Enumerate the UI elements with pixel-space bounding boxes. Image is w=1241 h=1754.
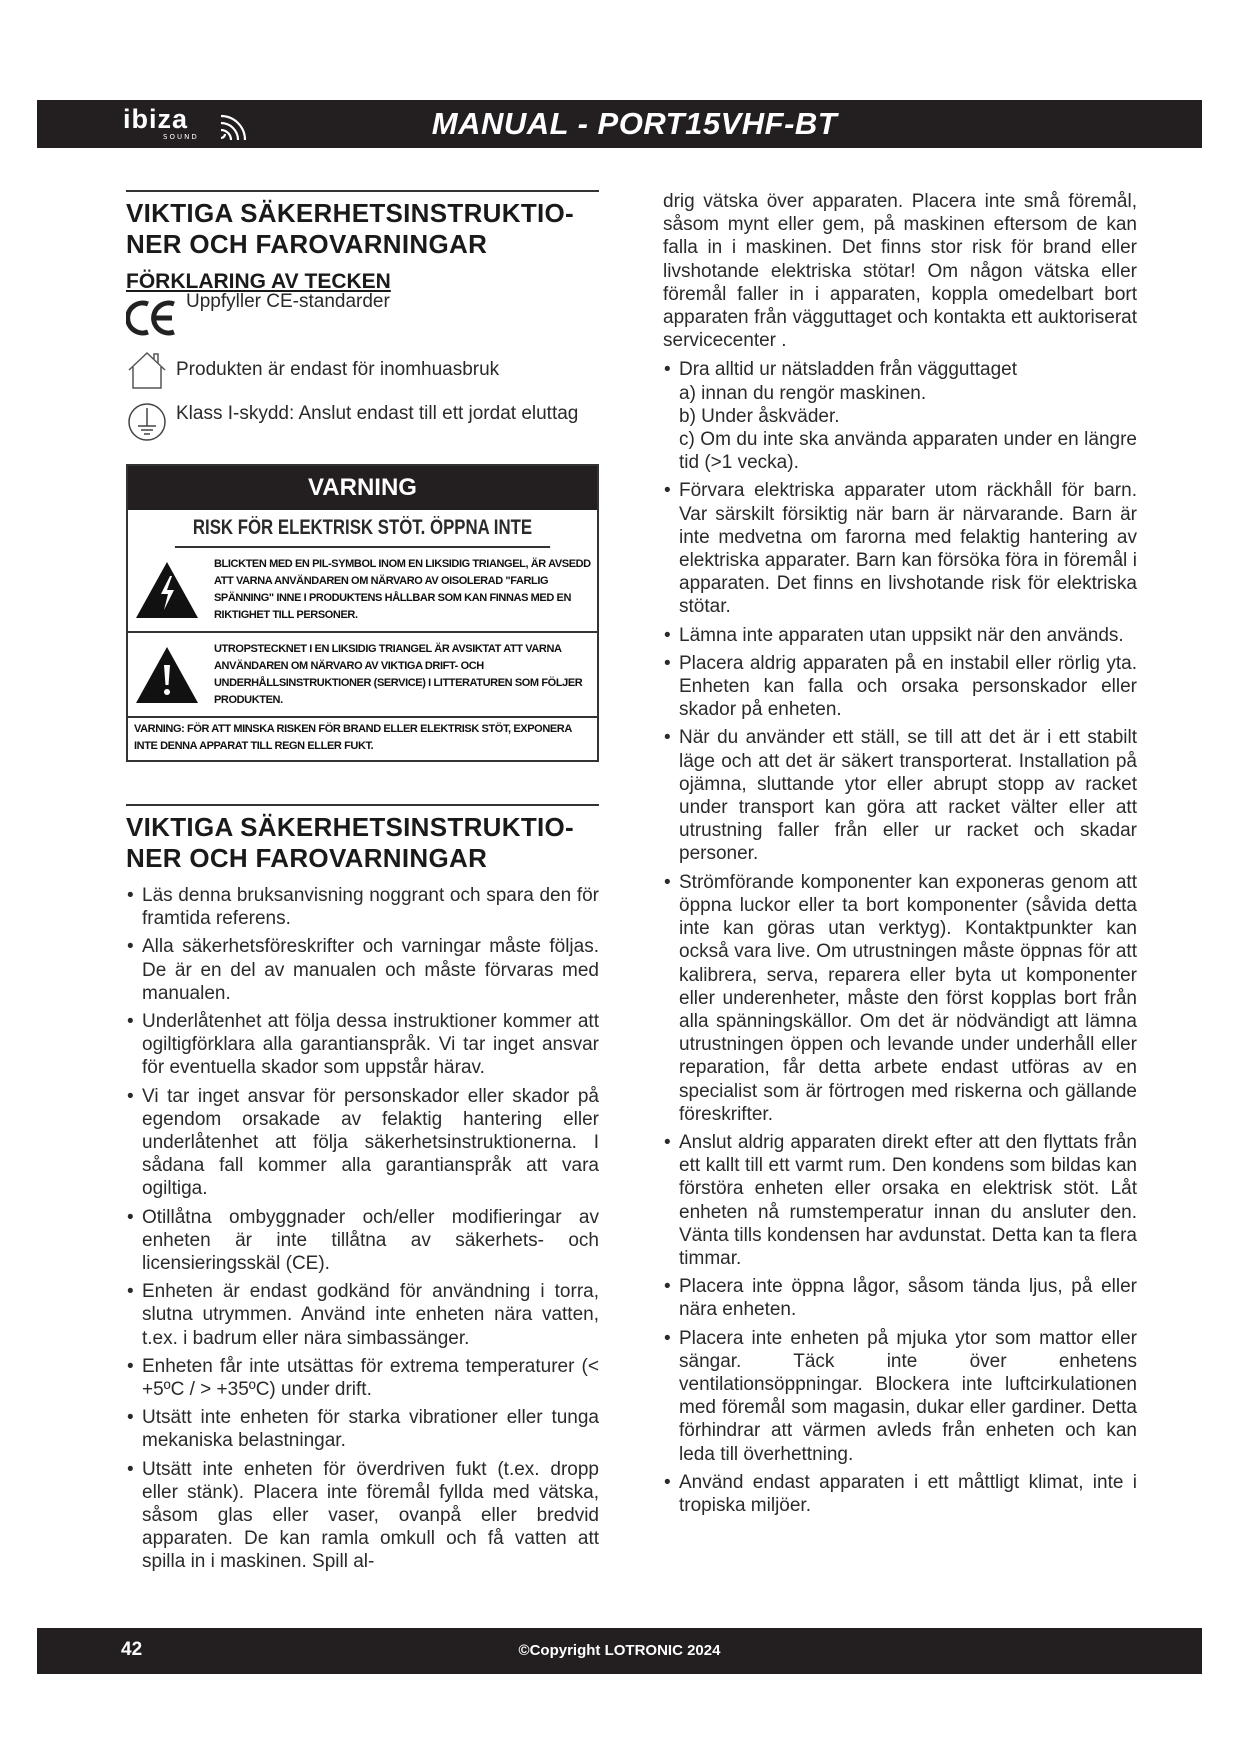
warning-title: VARNING <box>128 466 597 510</box>
section-heading: VIKTIGA SÄKERHETSINSTRUKTIO-NER OCH FAROVARNINGAR <box>126 812 575 873</box>
list-item: • Placera inte öppna lågor, såsom tända ljus, på eller nära enheten. <box>663 1275 1137 1321</box>
ce-mark-icon <box>126 296 178 338</box>
list-item: • Strömförande komponenter kan exponeras genom att öppna luckor eller ta bort komponenter (såvida detta inte kan göras utan verktyg). Kontaktpunkter kan också vara live. Om utrustningen måste öppnas för att kalibrera, serva, reparera eller byta ut komponenter eller underenheter, måste den först kopplas bort från alla spänningskällor. Om det är nödvändigt att lämna utrustningen öppen och levande under underhåll eller reparation, får detta arbete endast utföras av en specialist som är förtrogen med riskerna och gällande föreskrifter. <box>663 871 1137 1126</box>
list-subitem: a) innan du rengör maskinen. <box>679 382 927 404</box>
list-item: • Otillåtna ombyggnader och/eller modifieringar av enheten är inte tillåtna av säkerhets- och licensieringsskäl (CE). <box>126 1206 599 1276</box>
list-item <box>663 358 1137 474</box>
safety-list <box>126 884 599 1574</box>
house-icon <box>126 350 168 390</box>
page-header <box>37 100 1202 148</box>
list-item: • Enheten är endast godkänd för användning i torra, slutna utrymmen. Använd inte enheten nära vatten, t.ex. i badrum eller nära simbassänger. <box>126 1280 599 1350</box>
symbol-text: Klass I-skydd: Anslut endast till ett jordat eluttag <box>176 403 579 424</box>
safety-list <box>663 358 1137 1517</box>
symbol-text: Uppfyller CE-standarder <box>186 291 390 312</box>
brand-sub: SOUND <box>163 133 199 141</box>
right-column <box>663 190 1137 1522</box>
list-item: • Använd endast apparaten i ett måttligt klimat, inte i tropiska miljöer. <box>663 1471 1137 1517</box>
list-item: • Lämna inte apparaten utan uppsikt när den används. <box>663 624 1137 647</box>
list-item: • Placera aldrig apparaten på en instabil eller rörlig yta. Enheten kan falla och orsaka personskador eller skador på enheten. <box>663 652 1137 722</box>
list-subitem: b) Under åskväder. <box>679 405 840 427</box>
list-subitem: c) Om du inte ska använda apparaten under en längre tid (>1 vecka). <box>679 429 1137 474</box>
left-column <box>126 190 599 1579</box>
copyright: ©Copyright LOTRONIC 2024 <box>518 1642 721 1659</box>
divider <box>126 804 599 806</box>
warning-footer: VARNING: FÖR ATT MINSKA RISKEN FÖR BRAND ELLER ELEKTRISK STÖT, EXPONERA INTE DENNA APPARAT TILL REGN ELLER FUKT. <box>134 723 572 752</box>
warning-row-exclamation <box>128 633 597 718</box>
warning-row-lightning <box>128 548 597 633</box>
brand-name: ibiza <box>123 104 189 134</box>
page-footer <box>37 1628 1202 1674</box>
lightning-triangle-icon <box>134 560 200 620</box>
page-number: 42 <box>121 1639 143 1660</box>
list-item: • Placera inte enheten på mjuka ytor som mattor eller sängar. Täck inte över enhetens ventilationsöppningar. Blockera inte luftcirkulationen med föremål som magasin, dukar eller gardiner. Detta förhindrar att värmen avleds från enheten och kan leda till överhettning. <box>663 1327 1137 1466</box>
list-item: • Läs denna bruksanvisning noggrant och spara den för framtida referens. <box>126 884 599 930</box>
list-item: • Förvara elektriska apparater utom räckhåll för barn. Var särskilt försiktig när barn är närvarande. Barn är inte medvetna om farorna med felaktig hantering av elektriska apparater. Barn kan försöka föra in föremål i apparaten. Det finns en livshotande risk för elektriska stötar. <box>663 479 1137 618</box>
manual-title: MANUAL - PORT15VHF-BT <box>431 106 838 141</box>
list-item: • När du använder ett ställ, se till att det är i ett stabilt läge och att det är säkert transporterat. Installation på ojämna, sluttande ytor eller abrupt stopp av racket under transport kan göra att racket välter eller att utrustning faller från eller ur racket och skadar personer. <box>663 726 1137 865</box>
list-item: • Vi tar inget ansvar för personskador eller skador på egendom orsakade av felaktig hantering eller underlåtenhet att följa säkerhetsinstruktionerna. I sådana fall kommer alla garantianspråk att vara ogiltiga. <box>126 1085 599 1201</box>
continued-text: drig vätska över apparaten. Placera inte små föremål, såsom mynt eller gem, på maskinen eftersom de kan falla in i maskinen. Det finns stor risk för brand eller livshotande elektriska stötar! Om någon vätska eller föremål faller in i apparaten, koppla omedelbart bort apparaten från vägguttaget och kontakta ett auktoriserat servicecenter . <box>663 191 1137 352</box>
symbol-ce <box>126 291 599 338</box>
divider <box>126 190 599 192</box>
exclamation-triangle-icon <box>134 645 200 705</box>
list-item-intro: • Dra alltid ur nätsladden från vägguttaget <box>679 359 1017 381</box>
list-item: • Utsätt inte enheten för överdriven fukt (t.ex. dropp eller stänk). Placera inte föremål fyllda med vätska, såsom glas eller vaser, ovanpå eller bredvid apparaten. De kan ramla omkull och få vatten att spilla in i maskinen. Spill al- <box>126 1458 599 1574</box>
warning-text: BLICKTEN MED EN PIL-SYMBOL INOM EN LIKSIDIG TRIANGEL, ÄR AVSEDD ATT VARNA ANVÄNDAREN OM NÄRVARO AV OISOLERAD "FARLIG SPÄNNING" INNE I PRODUKTENS HÅLLBAR SOM KAN FINNAS MED EN RIKTIGHET TILL PERSONER. <box>214 557 591 621</box>
ground-icon <box>126 402 168 442</box>
list-item: • Utsätt inte enheten för starka vibrationer eller tunga mekaniska belastningar. <box>126 1406 599 1452</box>
warning-subtitle: RISK FÖR ELEKTRISK STÖT. ÖPPNA INTE <box>175 510 550 548</box>
list-item: • Enheten får inte utsättas för extrema temperaturer (< +5ºC / > +35ºC) under drift. <box>126 1355 599 1401</box>
warning-text: UTROPSTECKNET I EN LIKSIDIG TRIANGEL ÄR AVSIKTAT ATT VARNA ANVÄNDAREN OM NÄRVARO AV VIKTIGA DRIFT- OCH UNDERHÅLLSINSTRUKTIONER (SERVICE) I LITTERATUREN SOM FÖLJER PRODUKTEN. <box>214 642 583 706</box>
symbol-text: Produkten är endast för inomhuasbruk <box>176 359 500 380</box>
symbol-ground <box>126 402 599 442</box>
warning-box <box>126 464 599 762</box>
list-item: • Underlåtenhet att följa dessa instruktioner kommer att ogiltigförklara alla garantianspråk. Vi tar inget ansvar för eventuella skador som uppstår härav. <box>126 1010 599 1080</box>
symbols-heading: FÖRKLARING AV TECKEN <box>126 270 391 293</box>
list-item: • Anslut aldrig apparaten direkt efter att den flyttats från ett kallt till ett varmt rum. Den kondens som bildas kan förstöra enheten eller orsaka en elektrisk stöt. Låt enheten nå rumstemperatur innan du ansluter den. Vänta tills kondensen har avdunstat. Detta kan ta flera timmar. <box>663 1131 1137 1270</box>
symbol-indoor <box>126 350 599 390</box>
section-heading: VIKTIGA SÄKERHETSINSTRUKTIO-NER OCH FAROVARNINGAR <box>126 198 575 259</box>
list-item: • Alla säkerhetsföreskrifter och varningar måste följas. De är en del av manualen och måste förvaras med manualen. <box>126 935 599 1005</box>
